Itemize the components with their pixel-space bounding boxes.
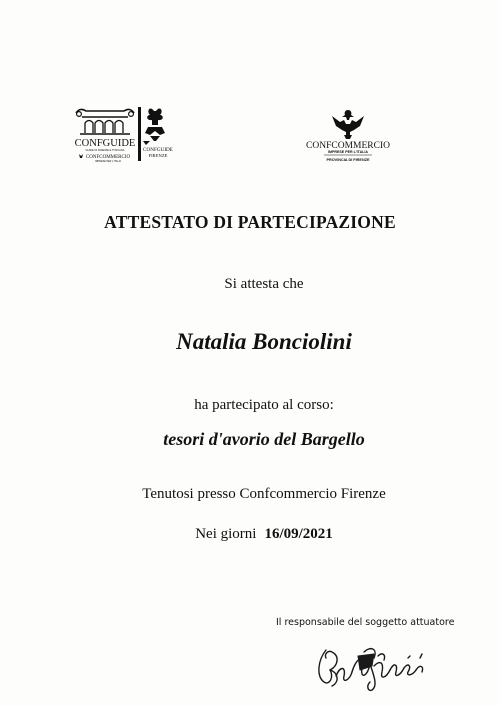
confcommercio-tagline: IMPRESE PER L'ITALIA <box>328 150 368 154</box>
confguide-wordmark: CONFGUIDE <box>74 138 136 149</box>
course-name: tesori d'avorio del Bargello <box>163 429 365 449</box>
participated-label: ha partecipato al corso: <box>194 397 334 413</box>
confcommercio-logo <box>288 108 408 168</box>
confcommercio-province: PROVINCIA DI FIRENZE <box>326 158 370 162</box>
dates-value: 16/09/2021 <box>264 526 333 542</box>
confguide-tagline: GUIDE DI FIRENZE E TOSCANA <box>85 149 125 152</box>
confguide-parent-sub: IMPRESE PER L'ITALIA <box>95 160 121 163</box>
certificate-title: ATTESTATO DI PARTECIPAZIONE <box>104 212 396 232</box>
course-dates <box>14 526 500 543</box>
confguide-side-city: FIRENZE <box>148 153 168 158</box>
confguide-parent: CONFCOMMERCIO <box>85 155 131 160</box>
confguide-logo <box>70 103 186 167</box>
confcommercio-wordmark: CONFCOMMERCIO <box>306 141 390 151</box>
eagle-icon <box>332 110 364 139</box>
dates-label: Nei giorni <box>195 526 257 542</box>
course-venue: Tenutosi presso Confcommercio Firenze <box>142 486 386 502</box>
certificate-intro: Si attesta che <box>224 276 304 292</box>
participant-name: Natalia Bonciolini <box>176 329 352 354</box>
handwritten-signature <box>312 636 440 694</box>
confguide-side-name: CONFGUIDE <box>143 147 173 153</box>
responsible-label: Il responsabile del soggetto attuatore <box>276 617 455 628</box>
